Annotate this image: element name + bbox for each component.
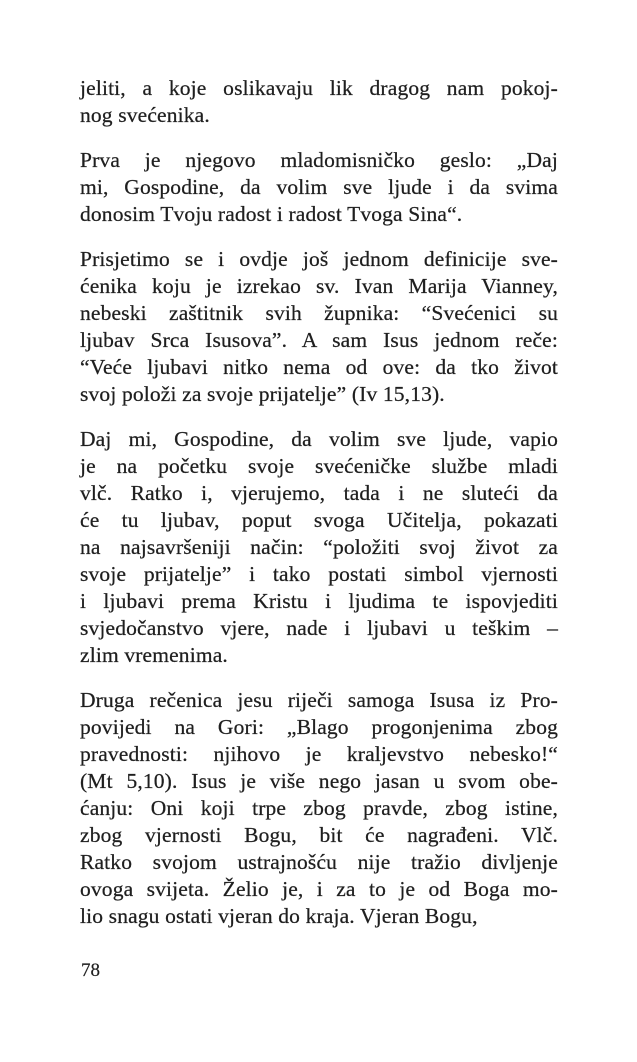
- text-line: “Veće ljubavi nitko nema od ove: da tko život: [80, 355, 558, 379]
- text-line: ćanju: Oni koji trpe zbog pravde, zbog istine,: [80, 796, 558, 820]
- text-line: Ratko svojom ustrajnošću nije tražio divljenje: [80, 850, 558, 874]
- text-line: svoje prijatelje” i tako postati simbol vjernosti: [80, 562, 558, 586]
- text-line: (Mt 5,10). Isus je više nego jasan u svom obe-: [80, 769, 558, 793]
- text-line: svoj položi za svoje prijatelje” (Iv 15,13).: [80, 382, 445, 406]
- text-line: Druga rečenica jesu riječi samoga Isusa iz Pro-: [80, 688, 558, 712]
- paragraph-5: [80, 687, 558, 930]
- text-line: je na početku svoje svećeničke službe mladi: [80, 454, 558, 478]
- paragraph-2: [80, 147, 558, 228]
- text-line: vlč. Ratko i, vjerujemo, tada i ne sluteći da: [80, 481, 558, 505]
- text-line: donosim Tvoju radost i radost Tvoga Sina“.: [80, 202, 463, 226]
- text-line: nebeski zaštitnik svih župnika: “Svećenici su: [80, 301, 558, 325]
- text-line: ljubav Srca Isusova”. A sam Isus jednom reče:: [80, 328, 558, 352]
- paragraph-3: [80, 246, 558, 408]
- text-line: zlim vremenima.: [80, 643, 228, 667]
- text-block: [80, 75, 558, 930]
- text-line: i ljubavi prema Kristu i ljudima te ispovjediti: [80, 589, 558, 613]
- text-line: svjedočanstvo vjere, nade i ljubavi u teškim –: [80, 616, 558, 640]
- paragraph-1: [80, 75, 558, 129]
- text-line: ovoga svijeta. Želio je, i za to je od Boga mo-: [80, 877, 558, 901]
- text-line: mi, Gospodine, da volim sve ljude i da svima: [80, 175, 558, 199]
- text-line: jeliti, a koje oslikavaju lik dragog nam pokoj-: [80, 76, 558, 100]
- text-line: će tu ljubav, poput svoga Učitelja, pokazati: [80, 508, 558, 532]
- paragraph-4: [80, 426, 558, 669]
- text-line: povijedi na Gori: „Blago progonjenima zbog: [80, 715, 558, 739]
- text-line: ćenika koju je izrekao sv. Ivan Marija Vianney,: [80, 274, 558, 298]
- text-line: na najsavršeniji način: “položiti svoj život za: [80, 535, 558, 559]
- text-line: nog svećenika.: [80, 103, 210, 127]
- text-line: zbog vjernosti Bogu, bit će nagrađeni. Vlč.: [80, 823, 558, 847]
- text-line: lio snagu ostati vjeran do kraja. Vjeran Bogu,: [80, 904, 478, 928]
- text-line: Prva je njegovo mladomisničko geslo: „Daj: [80, 148, 558, 172]
- text-line: pravednosti: njihovo je kraljevstvo nebesko!“: [80, 742, 558, 766]
- text-line: Daj mi, Gospodine, da volim sve ljude, vapio: [80, 427, 558, 451]
- page-number: 78: [81, 960, 100, 981]
- text-line: Prisjetimo se i ovdje još jednom definicije sve-: [80, 247, 558, 271]
